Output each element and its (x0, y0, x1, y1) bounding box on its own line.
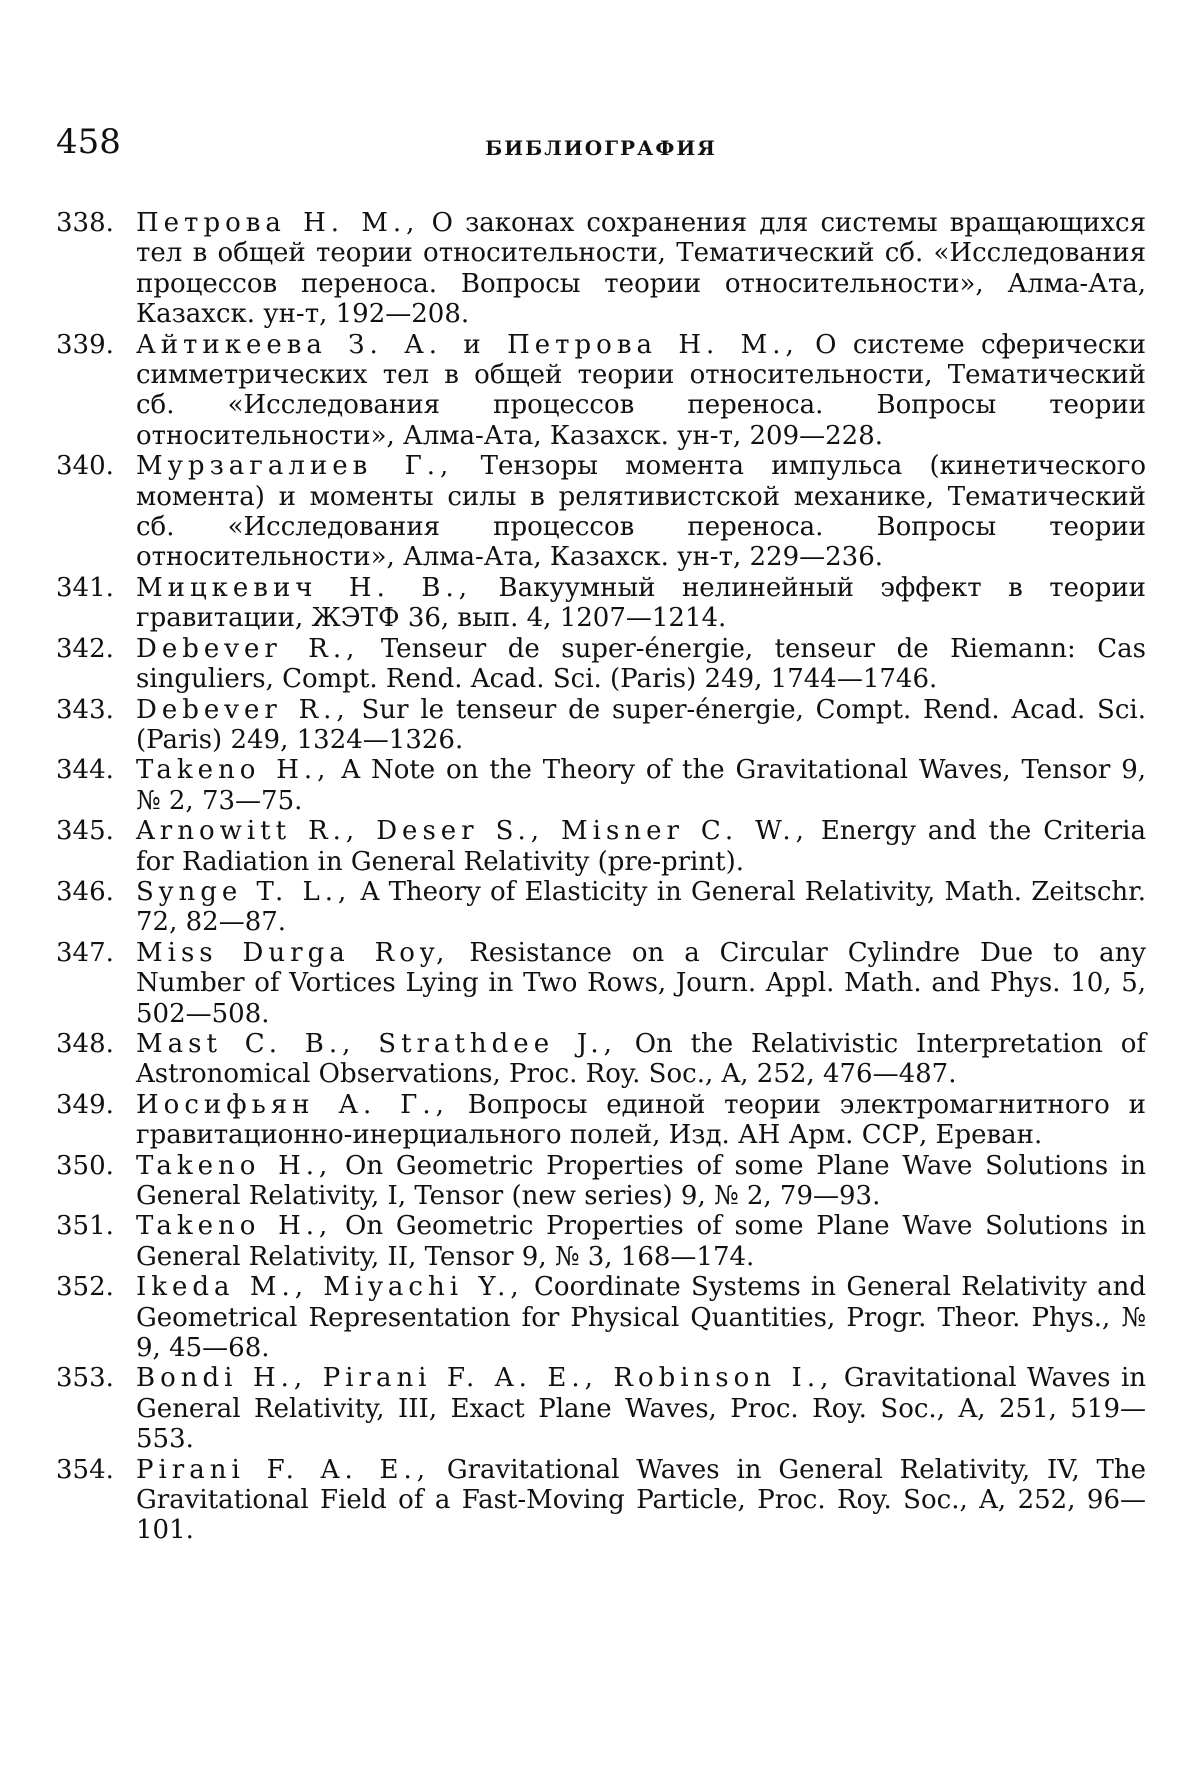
entry-number: 343. (56, 694, 114, 725)
entry-text (136, 1090, 1146, 1151)
bibliography-list (56, 208, 1146, 1546)
bibliography-entry (56, 330, 1146, 452)
entry-author: Arnowitt R., Deser S., Misner C. W., (136, 816, 809, 847)
running-title: БИБЛИОГРАФИЯ (485, 136, 717, 160)
bibliography-entry (56, 1363, 1146, 1454)
bibliography-entry (56, 451, 1146, 573)
entry-text (136, 816, 1146, 877)
bibliography-entry (56, 573, 1146, 634)
bibliography-entry (56, 1455, 1146, 1546)
entry-number: 346. (56, 876, 114, 907)
entry-text (136, 695, 1146, 756)
bibliography-entry (56, 1151, 1146, 1212)
entry-text (136, 1455, 1146, 1546)
page-number: 458 (56, 122, 121, 162)
entry-text (136, 573, 1146, 634)
entry-author: Debever R., (136, 694, 350, 725)
entry-number: 350. (56, 1150, 114, 1181)
entry-author: Pirani F. A. E., (136, 1454, 431, 1485)
entry-text (136, 1029, 1146, 1090)
page-header (56, 122, 1146, 172)
bibliography-entry (56, 755, 1146, 816)
entry-author: Debever R., (136, 633, 360, 664)
entry-author: Bondi H., Pirani F. A. E., Robinson I., (136, 1363, 834, 1394)
entry-text (136, 877, 1146, 938)
bibliography-entry (56, 1090, 1146, 1151)
entry-number: 344. (56, 755, 114, 786)
bibliography-entry (56, 695, 1146, 756)
entry-text (136, 1211, 1146, 1272)
bibliography-entry (56, 1272, 1146, 1363)
entry-reference: О системе сферически симметрических тел в общей теории относительности, Тематический сб. «Исследования процессов переноса. Вопросы теории относительности», Алма-Ата, Казахск. ун-т, 209—228. (136, 329, 1147, 451)
entry-number: 347. (56, 937, 114, 968)
entry-text (136, 938, 1146, 1029)
entry-number: 338. (56, 208, 114, 238)
entry-author: Мицкевич Н. В., (136, 572, 472, 603)
entry-text (136, 1272, 1146, 1363)
entry-reference: Вакуумный нелинейный эффект в теории гравитации, ЖЭТФ 36, вып. 4, 1207—1214. (136, 572, 1146, 634)
entry-number: 349. (56, 1089, 114, 1120)
entry-reference: On Geometric Properties of some Plane Wave Solutions in General Relativity, I, Tensor (new series) 9, № 2, 79—93. (136, 1150, 1146, 1211)
entry-reference: Gravitational Waves in General Relativity, IV, The Gravitational Field of a Fast-Moving Particle, Proc. Roy. Soc., A, 252, 96—101. (136, 1454, 1146, 1546)
entry-reference: Tenseur de super-énergie, tenseur de Riemann: Cas singuliers, Compt. Rend. Acad. Sci. (Paris) 249, 1744—1746. (136, 633, 1146, 695)
bibliography-entry (56, 634, 1146, 695)
entry-text (136, 451, 1146, 573)
entry-author: Петрова Н. М., (136, 208, 420, 238)
entry-reference: A Theory of Elasticity in General Relativity, Math. Zeitschr. 72, 82—87. (136, 876, 1147, 938)
entry-reference: Coordinate Systems in General Relativity and Geometrical Representation for Physical Quantities, Progr. Theor. Phys., № 9, 45—68. (136, 1272, 1147, 1364)
bibliography-entry (56, 816, 1146, 877)
entry-text (136, 1151, 1146, 1212)
entry-text (136, 208, 1146, 330)
entry-text (136, 755, 1146, 816)
entry-number: 352. (56, 1272, 114, 1303)
entry-number: 353. (56, 1363, 114, 1394)
entry-number: 348. (56, 1028, 114, 1059)
entry-text (136, 330, 1146, 452)
entry-author: Ikeda M., Miyachi Y., (136, 1272, 524, 1303)
entry-reference: Gravitational Waves in General Relativity, III, Exact Plane Waves, Proc. Roy. Soc., A, 251, 519—553. (136, 1363, 1147, 1455)
entry-text (136, 1363, 1146, 1454)
entry-reference: О законах сохранения для системы вращающихся тел в общей теории относительности, Тематический сб. «Исследования процессов переноса. Вопросы теории относительности», Алма-Ата, Казахск. ун-т, 192—208. (136, 208, 1147, 330)
entry-number: 354. (56, 1454, 114, 1485)
entry-author: Мурзагалиев Г., (136, 451, 454, 482)
entry-number: 342. (56, 633, 114, 664)
entry-author: Takeno H., (136, 1211, 333, 1242)
entry-number: 341. (56, 572, 114, 603)
bibliography-entry (56, 208, 1146, 330)
entry-author: Mast C. B., Strathdee J., (136, 1028, 617, 1059)
entry-author: Synge T. L., (136, 876, 352, 907)
entry-reference: On the Relativistic Interpretation of Astronomical Observations, Proc. Roy. Soc., A, 252, 476—487. (136, 1028, 1147, 1090)
entry-text (136, 634, 1146, 695)
bibliography-entry (56, 938, 1146, 1029)
entry-author: Takeno H., (136, 1150, 333, 1181)
entry-number: 345. (56, 816, 114, 847)
entry-author: Takeno H., (136, 755, 331, 786)
bibliography-entry (56, 1029, 1146, 1090)
entry-author: Miss Durga Roy, (136, 937, 450, 968)
bibliography-entry (56, 1211, 1146, 1272)
bibliography-entry (56, 877, 1146, 938)
entry-reference: A Note on the Theory of the Gravitational Waves, Tensor 9, № 2, 73—75. (136, 755, 1146, 816)
entry-number: 339. (56, 329, 114, 360)
entry-reference: Тензоры момента импульса (кинетического момента) и моменты силы в релятивистской механике, Тематический сб. «Исследования процессов переноса. Вопросы теории относительности», Алма-Ата, Казахск. ун-т, 229—236. (136, 451, 1147, 573)
entry-author: Иосифьян А. Г., (136, 1089, 449, 1120)
entry-author: Айтикеева З. А. и Петрова Н. М., (136, 329, 799, 360)
entry-number: 351. (56, 1211, 114, 1242)
entry-reference: Resistance on a Circular Cylindre Due to any Number of Vortices Lying in Two Rows, Journ. Appl. Math. and Phys. 10, 5, 502—508. (136, 937, 1146, 1029)
entry-reference: Energy and the Criteria for Radiation in General Relativity (pre-print). (136, 816, 1146, 877)
entry-reference: Sur le tenseur de super-énergie, Compt. Rend. Acad. Sci. (Paris) 249, 1324—1326. (136, 694, 1146, 755)
entry-reference: On Geometric Properties of some Plane Wave Solutions in General Relativity, II, Tensor 9, № 3, 168—174. (136, 1211, 1146, 1272)
entry-reference: Вопросы единой теории электромагнитного и гравитационно-инерциального полей, Изд. АН Арм. ССР, Ереван. (136, 1089, 1146, 1151)
entry-number: 340. (56, 451, 114, 482)
